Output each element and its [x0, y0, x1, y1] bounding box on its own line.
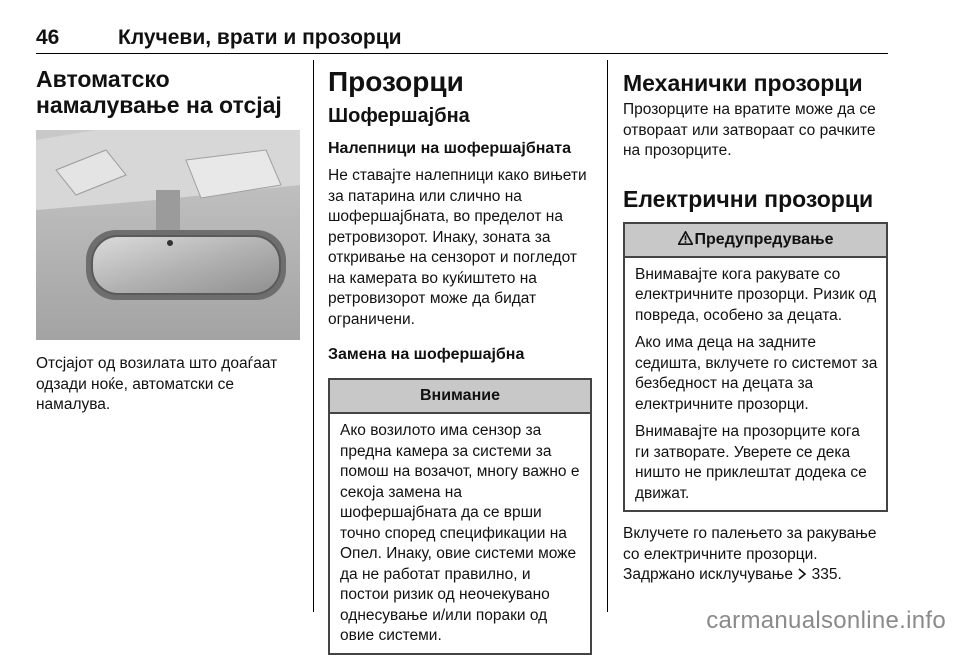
- rearview-mirror-photo: [36, 130, 300, 340]
- windscreen-replacement-title: Замена на шофершајбна: [328, 346, 525, 363]
- column-divider-2: [607, 60, 608, 612]
- warning-triangle-icon: [678, 231, 693, 245]
- warning-title: Предупредување: [694, 230, 834, 248]
- header-rule: [36, 53, 888, 54]
- warning-paragraph-2: Ако има деца на задните седишта, вклучете го системот за безбедност на децата за електричните прозорци.: [635, 334, 878, 413]
- left-column: [36, 60, 300, 416]
- retained-power-page[interactable]: 335.: [811, 566, 842, 583]
- notice-body: [330, 414, 590, 653]
- warning-paragraph-1: Внимавајте кога ракувате со електричните прозорци. Ризик од повреда, особено за децата.: [635, 265, 877, 324]
- windscreen-stickers-title: Налепници на шофершајбната: [328, 140, 572, 157]
- middle-column: [328, 60, 592, 655]
- power-windows-instruction: Вклучете го палењето за ракување со електричните прозорци.: [623, 525, 877, 563]
- right-column: [623, 60, 888, 586]
- chapter-title: Клучеви, врати и прозорци: [118, 26, 402, 49]
- warning-body: [625, 258, 886, 511]
- page-reference-icon: [797, 568, 807, 580]
- page-header: [36, 26, 888, 52]
- windows-heading: Прозорци: [328, 66, 464, 97]
- auto-dimming-heading: Автоматско намалување на отсјај: [36, 66, 282, 118]
- warning-paragraph-3: Внимавајте на прозорците кога ги затворате. Уверете се дека ништо не приклештат додека се движат.: [635, 423, 867, 502]
- retained-power-label: Задржано исклучување: [623, 566, 794, 583]
- manual-windows-text: Прозорците на вратите може да се отвораат или затвораат со рачките на прозорците.: [623, 101, 876, 159]
- power-windows-heading: Електрични прозорци: [623, 185, 874, 212]
- manual-windows-heading: Механички прозорци: [623, 70, 863, 96]
- warning-box: [623, 222, 888, 513]
- windscreen-subheading: Шофершајбна: [328, 105, 470, 127]
- notice-text: Ако возилото има сензор за предна камера за системи за помош на возачот, многу важно е секоја замена на шофершајбната да се врши точно според спецификации на Опел. Инаку, овие системи може да не работат правилно, и постои ризик од неочекувано однесување и/или пораки од овие системи.: [340, 422, 580, 644]
- auto-dimming-caption: Отсјајот од возилата што доаѓаат одзади ноќе, автоматски се намалува.: [36, 355, 278, 413]
- power-windows-text: [623, 524, 888, 586]
- notice-box: [328, 378, 592, 655]
- mirror-illustration: [36, 130, 300, 340]
- page-number: 46: [36, 26, 60, 49]
- notice-title: Внимание: [330, 380, 590, 414]
- site-watermark: carmanualsonline.info: [706, 607, 946, 634]
- column-divider-1: [313, 60, 314, 612]
- warning-header: [625, 224, 886, 258]
- windscreen-stickers-text: Не ставајте налепници како вињети за патарина или слично на шофершајбната, во пределот на ретровизорот. Инаку, зоната за откривање на сензорот и погледот на камерата во куќиштето на ретровизорот може да бидат ограничени.: [328, 167, 587, 328]
